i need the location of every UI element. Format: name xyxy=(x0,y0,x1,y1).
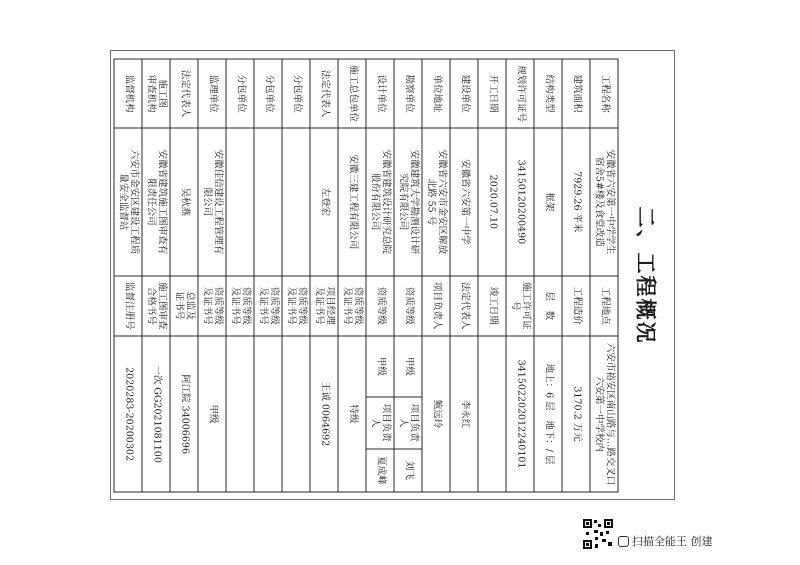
row-value: 安徽三建工程有限公司 xyxy=(338,128,366,275)
row-label: 开工日期 xyxy=(478,59,506,128)
table-row xyxy=(310,59,338,492)
row-label: 资质等级 及证书号 xyxy=(254,275,282,336)
row-value xyxy=(478,336,506,492)
row-value: 甲级 xyxy=(198,336,226,492)
row-label: 监督注册号 xyxy=(114,275,142,336)
table-row xyxy=(562,59,590,492)
project-overview-table xyxy=(113,58,618,492)
row-value: 地上：6 层 地下：/ 层 xyxy=(534,336,562,492)
row-value: 34150120200490 xyxy=(506,128,534,275)
scanner-watermark xyxy=(618,533,713,549)
row-value: 阿江院 34006696 xyxy=(170,336,198,492)
row-label: 建设单位 xyxy=(450,59,478,128)
row-label: 层 数 xyxy=(534,275,562,336)
row-label: 施工总包单位 xyxy=(338,59,366,128)
row-value: 安徽省建筑施工图审查有 限责任公司 xyxy=(142,128,170,275)
row-value: 安徽佳信建设工程管理有 限公司 xyxy=(198,128,226,275)
row-value: 吴秋燕 xyxy=(170,128,198,275)
table-row xyxy=(226,59,254,492)
row-label: 施工许可证号 xyxy=(506,275,534,336)
row-value: 甲级 xyxy=(366,336,394,397)
watermark-label: 扫描全能王 创建 xyxy=(632,535,713,548)
camscanner-icon xyxy=(618,536,629,547)
row-label: 分包单位 xyxy=(226,59,254,128)
row-label: 法定代表人 xyxy=(310,59,338,128)
row-label: 监督机构 xyxy=(114,59,142,128)
row-value: 安徽省六安市金安区解放 北路 55 号 xyxy=(422,128,450,275)
table-row xyxy=(254,59,282,492)
row-label: 分包单位 xyxy=(282,59,310,128)
row-label: 资质等级 及证书号 xyxy=(226,275,254,336)
row-value: 特级 xyxy=(338,336,366,492)
row-label: 建筑面积 xyxy=(562,59,590,128)
table-row xyxy=(338,59,366,492)
rotated-document xyxy=(110,50,675,500)
row-value xyxy=(282,336,310,492)
row-value: 鲍远玲 xyxy=(422,336,450,492)
table-row xyxy=(198,59,226,492)
row-label: 法定代表人 xyxy=(170,59,198,128)
table-row xyxy=(450,59,478,492)
row-value: 甲级 xyxy=(394,336,422,397)
table-row xyxy=(366,59,394,492)
row-label: 单位地址 xyxy=(422,59,450,128)
row-value: 安徽省六安第一中学学生 宿舍5#楼及食堂改造 xyxy=(590,128,618,275)
row-value: 六安市金安区建设工程质 量安全监督站 xyxy=(114,128,142,275)
row-value: 3170.2 万元 xyxy=(562,336,590,492)
row-label: 工程地点 xyxy=(590,275,618,336)
row-label: 设计单位 xyxy=(366,59,394,128)
row-label: 监理单位 xyxy=(198,59,226,128)
row-label: 施工图审查 合格书号 xyxy=(142,275,170,336)
row-label: 资质等级 xyxy=(366,275,394,336)
row-label: 结构类型 xyxy=(534,59,562,128)
row-value xyxy=(226,336,254,492)
row-value: 六安市裕安区南山路与…路交叉口 六安第一中学校内 xyxy=(590,336,618,492)
row-value xyxy=(226,128,254,275)
row-value: 安徽省建筑设计研究总院 股份有限公司 xyxy=(366,128,394,275)
row-label: 项目经理 及证书号 xyxy=(310,275,338,336)
row-label: 资质等级 及证书号 xyxy=(282,275,310,336)
table-row xyxy=(394,59,422,492)
row-value xyxy=(282,128,310,275)
row-label: 项目负责人 xyxy=(394,396,422,448)
row-value: 李永红 xyxy=(450,336,478,492)
page-title: 二、工程概况 xyxy=(633,206,658,344)
table-row xyxy=(506,59,534,492)
table-row xyxy=(282,59,310,492)
row-value: 安徽省六安第一中学 xyxy=(450,128,478,275)
row-value: 安徽建筑大学勘测设计研 究院有限公司 xyxy=(394,128,422,275)
row-value: 夏成峰 xyxy=(366,448,394,491)
row-label: 项目负责人 xyxy=(422,275,450,336)
row-label: 规划许可证号 xyxy=(506,59,534,128)
table-row xyxy=(534,59,562,492)
table-row xyxy=(142,59,170,492)
row-label: 法定代表人 xyxy=(450,275,478,336)
table-row xyxy=(422,59,450,492)
row-label: 勘察单位 xyxy=(394,59,422,128)
row-label: 分包单位 xyxy=(254,59,282,128)
row-value: 左登宏 xyxy=(310,128,338,275)
row-label: 资质等级 xyxy=(394,275,422,336)
table-row xyxy=(590,59,618,492)
row-value: 2020283-20200302 xyxy=(114,336,142,492)
row-value: 7929.26 平米 xyxy=(562,128,590,275)
row-label: 竣工日期 xyxy=(478,275,506,336)
row-value: 341502202012240101 xyxy=(506,336,534,492)
table-row xyxy=(114,59,142,492)
qr-code xyxy=(582,518,614,550)
table-row xyxy=(478,59,506,492)
row-value: 王诚 0064692 xyxy=(310,336,338,492)
row-value xyxy=(254,128,282,275)
table-row xyxy=(170,59,198,492)
row-value: 2020.07.10 xyxy=(478,128,506,275)
row-value: 刘飞 xyxy=(394,448,422,491)
row-label: 资质等级 及证书号 xyxy=(338,275,366,336)
row-value xyxy=(254,336,282,492)
row-label: 项目负责人 xyxy=(366,396,394,448)
row-label: 工程名称 xyxy=(590,59,618,128)
row-label: 施工图 审查机构 xyxy=(142,59,170,128)
row-label: 工程造价 xyxy=(562,275,590,336)
row-label: 总监及 证书号 xyxy=(170,275,198,336)
row-value: 框架 xyxy=(534,128,562,275)
row-label: 资质等级 及证书号 xyxy=(198,275,226,336)
row-value: 一次 GG2021081100 xyxy=(142,336,170,492)
